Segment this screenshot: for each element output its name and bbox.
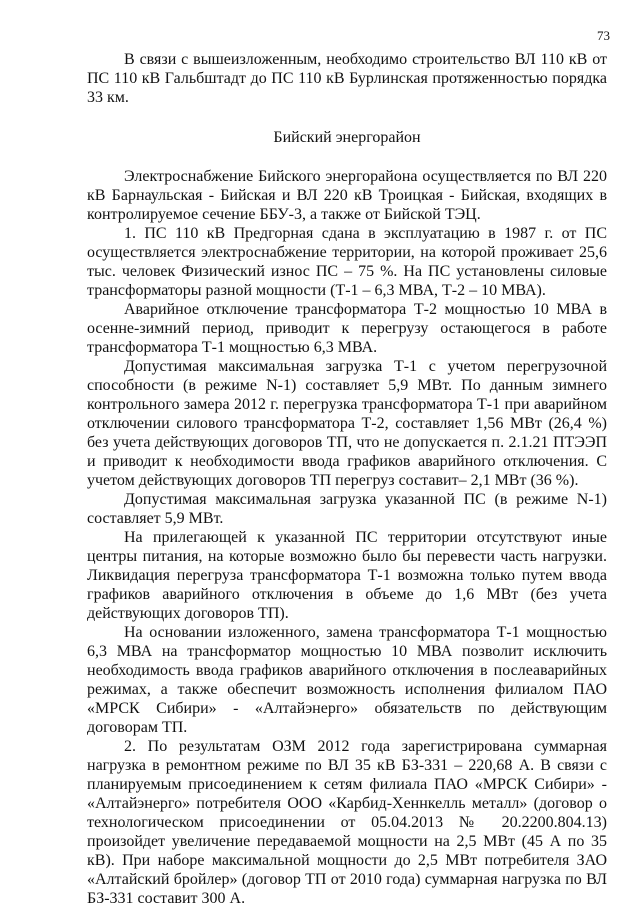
intro-paragraph: В связи с вышеизложенным, необходимо строительство ВЛ 110 кВ от ПС 110 кВ Гальбштадт до ПС 110 кВ Бурлинская протяженностью порядка 33 км. [87,51,607,106]
paragraph-7: На основании изложенного, замена трансформатора Т-1 мощностью 6,3 МВА на трансформатор мощностью 10 МВА позволит исключить необходимость ввода графиков аварийного отключения в послеаварийных режимах, а также обеспечит возможность исполнения филиалом ПАО «МРСК Сибири» - «Алтайэнерго» обязательств по действующим договорам ТП. [87,624,607,736]
document-body [87,50,607,908]
paragraph-1: Электроснабжение Бийского энергорайона осуществляется по ВЛ 220 кВ Барнаульская - Бийская и ВЛ 220 кВ Троицкая - Бийская, входящих в контролируемое сечение ББУ-3, а также от Бийской ТЭЦ. [87,168,607,223]
paragraph-3: Аварийное отключение трансформатора Т-2 мощностью 10 МВА в осенне-зимний период, приводит к перегрузу остающегося в работе трансформатора Т-1 мощностью 6,3 МВА. [87,301,607,356]
section-heading: Бийский энергорайон [273,129,421,146]
paragraph-5: Допустимая максимальная загрузка указанной ПС (в режиме N-1) составляет 5,9 МВт. [87,491,607,527]
paragraph-8: 2. По результатам ОЗМ 2012 года зарегистрирована суммарная нагрузка в ремонтном режиме по ВЛ 35 кВ БЗ-331 – 220,68 А. В связи с планируемым присоединением к сетям филиала ПАО «МРСК Сибири» - «Алтайэнерго» потребителя ООО «Карбид-Хеннкелль металл» (договор о технологическом присоединении от 05.04.2013 № 20.2200.804.13) произойдет увеличение передаваемой мощности на 2,5 МВт (45 А по 35 кВ). При наборе максимальной мощности до 2,5 МВт потребителя ЗАО «Алтайский бройлер» (договор ТП от 2010 года) суммарная нагрузка по ВЛ БЗ-331 составит 300 А. [87,738,607,907]
paragraph-6: На прилегающей к указанной ПС территории отсутствуют иные центры питания, на которые возможно было бы перевести часть нагрузки. Ликвидация перегруза трансформатора Т-1 возможна только путем ввода графиков аварийного отключения в объеме до 1,6 МВт (без учета действующих договоров ТП). [87,529,607,622]
paragraph-4: Допустимая максимальная загрузка Т-1 с учетом перегрузочной способности (в режиме N-1) составляет 5,9 МВт. По данным зимнего контрольного замера 2012 г. перегрузка трансформатора Т-1 при аварийном отключении силового трансформатора Т-2, составляет 1,56 МВт (26,4 %) без учета действующих договоров ТП, что не допускается п. 2.1.21 ПТЭЭП и приводит к необходимости ввода графиков аварийного отключения. С учетом действующих договоров ТП перегруз составит– 2,1 МВт (36 %). [87,358,607,489]
page-number: 73 [597,28,610,43]
paragraph-2: 1. ПС 110 кВ Предгорная сдана в эксплуатацию в 1987 г. от ПС осуществляется электроснабжение территории, на которой проживает 25,6 тыс. человек Физический износ ПС – 75 %. На ПС установлены силовые трансформаторы разной мощности (Т-1 – 6,3 МВА, Т-2 – 10 МВА). [87,225,607,299]
